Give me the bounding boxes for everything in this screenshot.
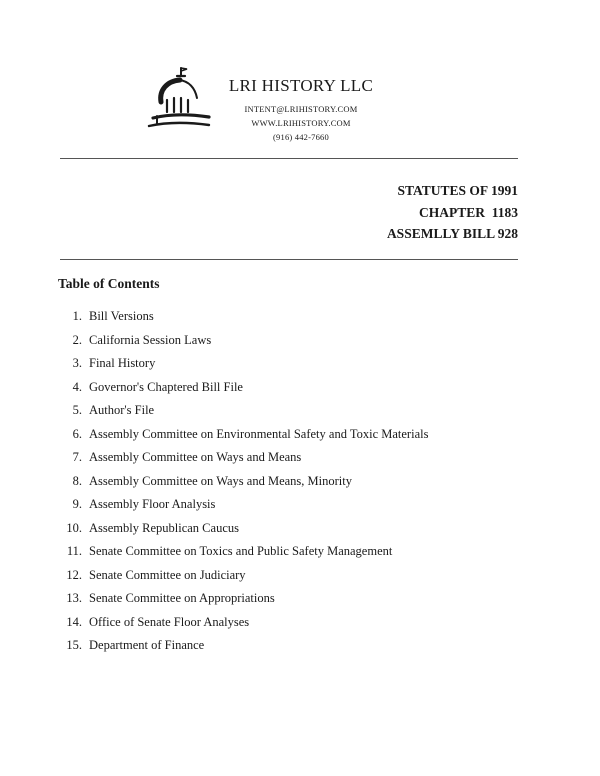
toc-item-label: Assembly Republican Caucus [89, 520, 239, 535]
toc-item-label: Bill Versions [89, 309, 154, 323]
toc-item [60, 564, 530, 588]
toc-item-label: Assembly Floor Analysis [89, 497, 216, 511]
toc-item-number: 12. [66, 567, 82, 582]
toc-item-number: 13. [66, 591, 82, 605]
toc-item [60, 376, 530, 400]
statutes-line: STATUTES OF 1991 [397, 183, 518, 198]
toc-item-label: Assembly Committee on Environmental Safety and Toxic Materials [89, 426, 429, 441]
toc-item [60, 399, 530, 423]
toc-item-number: 15. [66, 638, 82, 652]
toc-item-number: 3. [72, 356, 82, 370]
toc-item-number: 4. [72, 379, 82, 394]
bottom-divider [60, 259, 518, 260]
chapter-line: CHAPTER 1183 [418, 204, 518, 220]
toc-item-label: Senate Committee on Appropriations [89, 591, 275, 605]
toc-item-label: Assembly Committee on Ways and Means [89, 450, 302, 464]
toc-item-number: 10. [66, 520, 82, 535]
toc-item-label: Office of Senate Floor Analyses [89, 614, 250, 629]
toc-item-label: Senate Committee on Judiciary [89, 567, 246, 582]
toc-item [60, 634, 530, 658]
toc-item-label: Senate Committee on Toxics and Public Safety Management [89, 544, 393, 558]
company-name: LRI HISTORY LLC [228, 76, 374, 95]
bill-line: ASSEMLLY BILL 928 [386, 226, 518, 241]
toc-item [60, 517, 530, 541]
toc-item [60, 611, 530, 635]
toc-item-label: Governor's Chaptered Bill File [89, 379, 243, 394]
company-phone: (916) 442-7660 [273, 132, 329, 142]
toc-item-number: 11. [66, 544, 82, 558]
toc-item [60, 352, 530, 376]
toc-list [60, 305, 530, 658]
company-email: INTENT@LRIHISTORY.COM [244, 104, 358, 114]
toc-item-label: Final History [89, 356, 156, 370]
toc-item-number: 9. [72, 497, 82, 511]
toc-item-number: 8. [72, 473, 82, 488]
toc-item-label: Assembly Committee on Ways and Means, Minority [89, 473, 352, 488]
toc-item [60, 423, 530, 447]
statute-info [387, 180, 518, 245]
toc-item-label: California Session Laws [89, 332, 212, 347]
toc-item [60, 587, 530, 611]
toc-item [60, 446, 530, 470]
toc-item [60, 305, 530, 329]
top-divider [60, 158, 518, 159]
company-website: WWW.LRIHISTORY.COM [251, 118, 351, 128]
toc-item-label: Department of Finance [89, 638, 205, 652]
toc-item-number: 6. [72, 426, 82, 441]
toc-item-label: Author's File [89, 403, 155, 417]
toc-item [60, 329, 530, 353]
toc-item [60, 540, 530, 564]
letterhead [222, 76, 380, 144]
toc-heading: Table of Contents [58, 276, 160, 291]
capitol-dome-icon [143, 64, 213, 138]
toc-item-number: 2. [72, 332, 82, 347]
toc-item-number: 14. [66, 614, 82, 629]
toc-item-number: 1. [72, 309, 82, 323]
toc-item-number: 5. [72, 403, 82, 417]
toc-item [60, 470, 530, 494]
toc-item [60, 493, 530, 517]
toc-item-number: 7. [72, 450, 82, 464]
